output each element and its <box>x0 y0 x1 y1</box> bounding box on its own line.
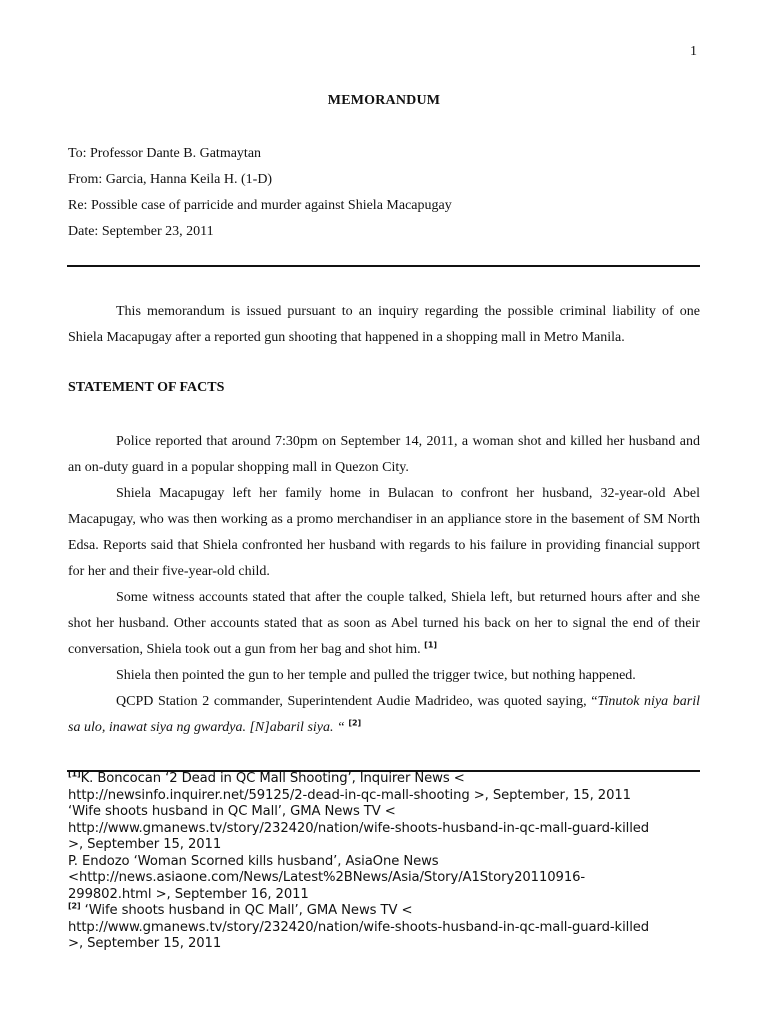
header-divider <box>67 265 700 267</box>
facts-paragraph-3-text: Some witness accounts stated that after the couple talked, Shiela left, but returned hours after and she shot her husband. Other accounts stated that as soon as Abel turned his back on her to signal the end of their conversation, Shiela took out a gun from her bag and shot him. <box>68 590 700 657</box>
facts-paragraph-2: Shiela Macapugay left her family home in Bulacan to confront her husband, 32-year-old Abel Macapugay, who was then working as a promo merchandiser in an appliance store in the basement of SM North Edsa. Reports said that Shiela confronted her husband with regards to his failure in providing financial support for her and their five-year-old child. <box>68 486 700 579</box>
footnote-ref-1[interactable]: [1] <box>424 640 438 650</box>
memo-to-line: To: Professor Dante B. Gatmaytan <box>68 146 262 161</box>
footnote-2 <box>68 903 708 920</box>
footnote-1-link-inquirer[interactable]: http://newsinfo.inquirer.net/59125/2-dead-in-qc-mall-shooting >, September, 15, 2011 <box>68 787 631 803</box>
footnote-1-line-8: 299802.html >, September 16, 2011 <box>68 886 309 902</box>
memo-re-line: Re: Possible case of parricide and murder against Shiela Macapugay <box>68 198 452 213</box>
memo-date-line: Date: September 23, 2011 <box>68 224 214 239</box>
footnote-1-line-5: >, September 15, 2011 <box>68 837 222 852</box>
footnote-1 <box>68 771 708 788</box>
footnotes-section <box>68 771 708 953</box>
footnote-1-line-6: P. Endozo ‘Woman Scorned kills husband’, AsiaOne News <box>68 853 439 869</box>
footnote-1-link-asiaone[interactable]: <http://news.asiaone.com/News/Latest%2BNews/Asia/Story/A1Story20110916- <box>68 870 586 885</box>
footnote-2-mark: [2] <box>68 901 81 911</box>
facts-paragraph-3 <box>68 585 700 663</box>
memo-from-line: From: Garcia, Hanna Keila H. (1-D) <box>68 172 273 187</box>
footnote-2-line-1: ‘Wife shoots husband in QC Mall’, GMA News TV < <box>80 903 413 918</box>
footnote-1-link-gma[interactable]: http://www.gmanews.tv/story/232420/nation/wife-shoots-husband-in-qc-mall-guard-killed <box>68 820 650 836</box>
footnote-1-line-1: K. Boncocan ‘2 Dead in QC Mall Shooting’, Inquirer News < <box>80 771 465 786</box>
facts-paragraph-5 <box>68 689 700 741</box>
intro-paragraph: This memorandum is issued pursuant to an inquiry regarding the possible criminal liability of one Shiela Macapugay after a reported gun shooting that happened in a shopping mall in Metro Manila. <box>68 304 700 345</box>
statement-of-facts-heading: STATEMENT OF FACTS <box>68 380 225 395</box>
footnote-2-line-3: >, September 15, 2011 <box>68 936 222 951</box>
intro-section <box>68 299 700 351</box>
footnote-2-link-gma[interactable]: http://www.gmanews.tv/story/232420/nation/wife-shoots-husband-in-qc-mall-guard-killed <box>68 919 650 935</box>
facts-paragraph-1: Police reported that around 7:30pm on September 14, 2011, a woman shot and killed her husband and an on-duty guard in a popular shopping mall in Quezon City. <box>68 434 700 475</box>
facts-section <box>68 429 700 741</box>
footnote-1-line-3: ‘Wife shoots husband in QC Mall’, GMA News TV < <box>68 804 396 819</box>
page-number: 1 <box>690 44 697 59</box>
memo-title: MEMORANDUM <box>327 93 441 108</box>
madrideo-quote-text: Tinutok niya baril sa ulo, inawat siya ng gwardya. [N]abaril siya. <box>68 694 700 735</box>
footnote-ref-2[interactable]: [2] <box>348 718 362 728</box>
madrideo-quote-close: “ <box>333 720 345 735</box>
facts-paragraph-5-lead: QCPD Station 2 commander, Superintendent Audie Madrideo, was quoted saying, “ <box>116 694 598 709</box>
facts-paragraph-4: Shiela then pointed the gun to her temple and pulled the trigger twice, but nothing happened. <box>116 668 636 683</box>
footnote-1-mark: [1] <box>68 769 81 779</box>
